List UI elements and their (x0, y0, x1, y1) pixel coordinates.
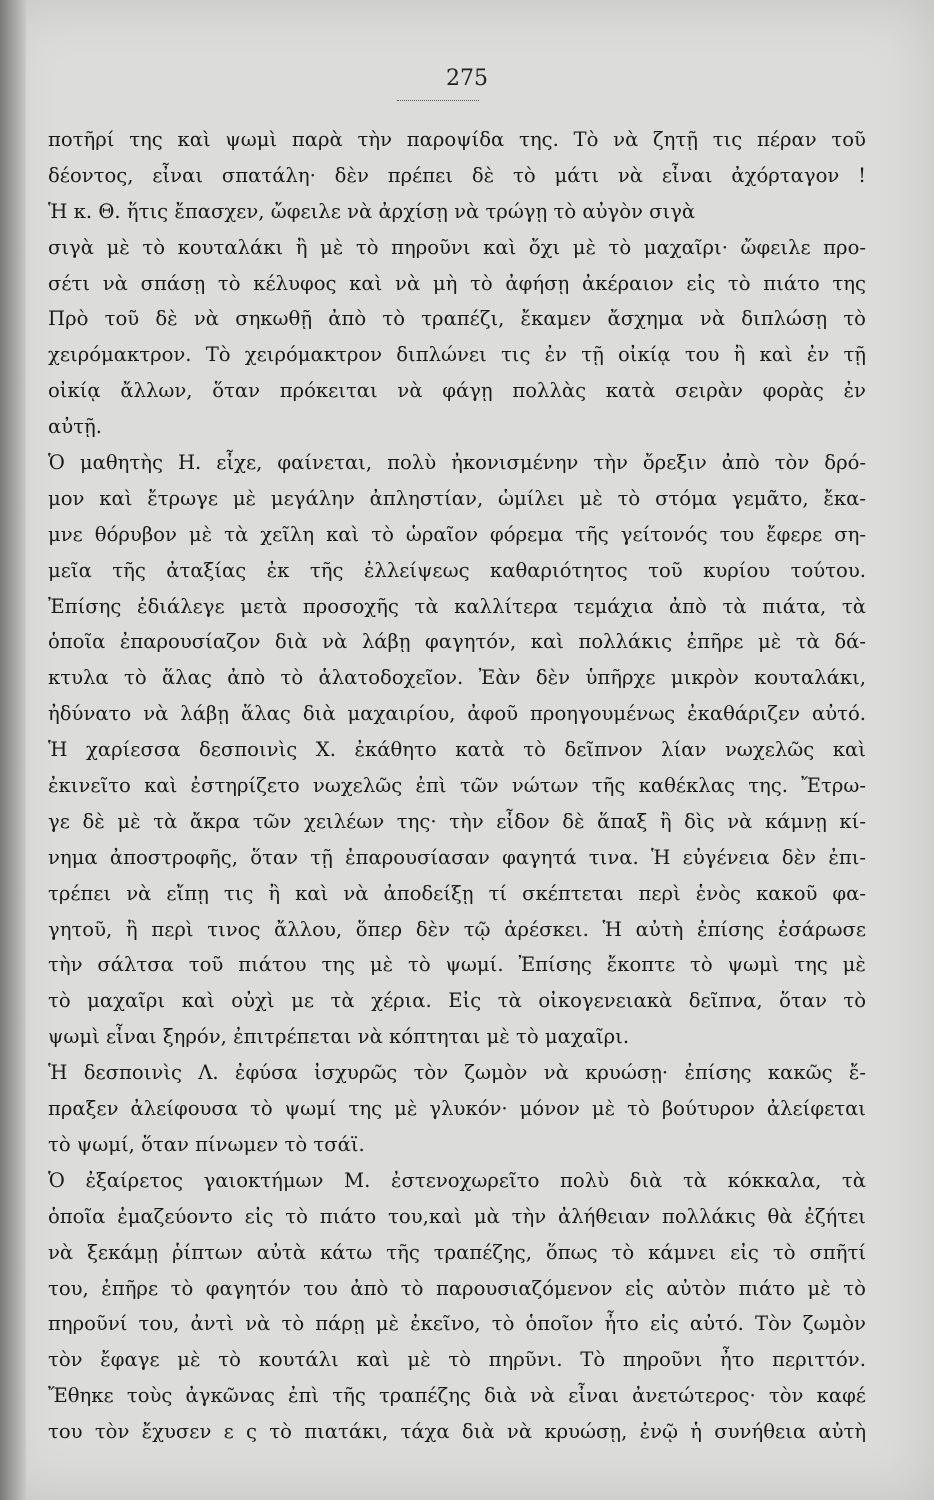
text-line: ποτῆρί της καὶ ψωμὶ παρὰ τὴν παροψίδα της. Τὸ νὰ ζητῇ τις πέραν τοῦ (48, 128, 866, 151)
text-line: Ἡ δεσποινὶς Λ. ἐφύσα ἰσχυρῶς τὸν ζωμὸν νὰ κρυώσῃ· ἐπίσης κακῶς ἔ- (48, 1061, 866, 1085)
text-line: τὸν ἔφαγε μὲ τὸ κουτάλι καὶ μὲ τὸ πηρῦνι. Τὸ πηροῦνι ἦτο περιττόν. (48, 1348, 866, 1372)
text-line: γε δὲ μὲ τὰ ἄκρα τῶν χειλέων της· τὴν εἶδον δὲ ἅπαξ ἢ δὶς νὰ κάμνῃ κί- (48, 809, 866, 833)
text-line: Ὁ μαθητὴς Η. εἶχε, φαίνεται, πολὺ ἠκονισμένην τὴν ὄρεξιν ἀπὸ τὸν δρό- (48, 451, 866, 475)
text-line: ἠδύνατο νὰ λάβῃ ἅλας διὰ μαχαιρίου, ἀφοῦ προηγουμένως ἐκαθάριζεν αὐτό. (48, 702, 866, 726)
text-line: χειρόμακτρον. Τὸ χειρόμακτρον διπλώνει τις ἐν τῇ οἰκίᾳ του ἢ καὶ ἐν τῇ (48, 343, 866, 367)
text-line: μον καὶ ἔτρωγε μὲ μεγάλην ἀπληστίαν, ὡμίλει μὲ τὸ στόμα γεμᾶτο, ἔκα- (48, 486, 866, 510)
text-line: πηροῦνί του, ἀντὶ νὰ τὸ πάρῃ μὲ ἐκεῖνο, τὸ ὁποῖον ἦτο εἰς αὐτό. Τὸν ζωμὸν (48, 1312, 866, 1336)
text-line: τρέπει νὰ εἴπῃ τις ἢ καὶ νὰ ἀποδείξῃ τί σκέπτεται περὶ ἑνὸς κακοῦ φα- (48, 881, 866, 905)
text-line: τὸ μαχαῖρι καὶ οὐχὶ με τὰ χέρια. Εἰς τὰ οἰκογενειακὰ δεῖπνα, ὅταν τὸ (48, 989, 866, 1013)
text-line: τὴν σάλτσα τοῦ πιάτου της μὲ τὸ ψωμί. Ἐπίσης ἔκοπτε τὸ ψωμὶ της μὲ (48, 953, 866, 977)
text-line: ψωμὶ εἶναι ξηρόν, ἐπιτρέπεται νὰ κόπτηται μὲ τὸ μαχαῖρι. (48, 1025, 630, 1049)
body-text (48, 122, 866, 1450)
text-line: Πρὸ τοῦ δὲ νὰ σηκωθῇ ἀπὸ τὸ τραπέζι, ἔκαμεν ἄσχημα νὰ διπλώσῃ τὸ (48, 307, 866, 331)
page-number-rule (397, 100, 479, 101)
text-line: σέτι νὰ σπάσῃ τὸ κέλυφος καὶ νὰ μὴ τὸ ἀφήσῃ ἀκέραιον εἰς τὸ πιάτο της (48, 271, 866, 295)
text-line: ἐκινεῖτο καὶ ἐστηρίζετο νωχελῶς ἐπὶ τῶν νώτων τῆς καθέκλας της. Ἔτρω- (48, 774, 866, 798)
text-line: οἰκίᾳ ἄλλων, ὅταν πρόκειται νὰ φάγῃ πολλὰς κατὰ σειρὰν φορὰς ἐν (48, 379, 866, 403)
text-line: Ἡ χαρίεσσα δεσποινὶς Χ. ἐκάθητο κατὰ τὸ δεῖπνον λίαν νωχελῶς καὶ (48, 738, 866, 762)
text-line: γητοῦ, ἢ περὶ τινος ἄλλου, ὅπερ δὲν τῷ ἀρέσκει. Ἡ αὐτὴ ἐπίσης ἐσάρωσε (48, 917, 866, 941)
text-line: Ὁ ἐξαίρετος γαιοκτήμων Μ. ἐστενοχωρεῖτο πολὺ διὰ τὰ κόκκαλα, τὰ (48, 1168, 866, 1192)
page-number: 275 (446, 66, 488, 91)
text-line: Ἡ κ. Θ. ἥτις ἔπασχεν, ὤφειλε νὰ ἀρχίσῃ νὰ τρώγῃ τὸ αὐγὸν σιγὰ (48, 199, 696, 223)
text-line: σιγὰ μὲ τὸ κουταλάκι ἢ μὲ τὸ πηροῦνι καὶ ὄχι μὲ τὸ μαχαῖρι· ὤφειλε προ- (48, 235, 866, 259)
text-line: ὁποῖα ἐπαρουσίαζον διὰ νὰ λάβῃ φαγητόν, καὶ πολλάκις ἐπῆρε μὲ τὰ δά- (48, 630, 866, 654)
text-line: νὰ ξεκάμῃ ῥίπτων αὐτὰ κάτω τῆς τραπέζης, ὅπως τὸ κάμνει εἰς τὸ σπῆτί (48, 1240, 866, 1264)
text-line: Ἔθηκε τοὺς ἀγκῶνας ἐπὶ τῆς τραπέζης διὰ νὰ εἶναι ἀνετώτερος· τὸν καφέ (48, 1384, 866, 1408)
text-line: του, ἐπῆρε τὸ φαγητόν του ἀπὸ τὸ παρουσιαζόμενον εἰς αὐτὸν πιάτο μὲ τὸ (48, 1276, 866, 1300)
text-line: ὁποῖα ἐμαζεύοντο εἰς τὸ πιάτο του,καὶ μὰ τὴν ἀλήθειαν πολλάκις θὰ ἐζήτει (48, 1204, 866, 1228)
text-line: του τὸν ἔχυσεν ε ς τὸ πιατάκι, τάχα διὰ νὰ κρυώσῃ, ἐνῷ ἡ συνήθεια αὐτὴ (48, 1420, 866, 1444)
text-line: Ἐπίσης ἐδιάλεγε μετὰ προσοχῆς τὰ καλλίτερα τεμάχια ἀπὸ τὰ πιάτα, τὰ (48, 594, 866, 618)
text-line: νημα ἀποστροφῆς, ὅταν τῇ ἐπαρουσίασαν φαγητά τινα. Ἡ εὐγένεια δὲν ἐπι- (48, 845, 866, 869)
text-line: τὸ ψωμί, ὅταν πίνωμεν τὸ τσάϊ. (48, 1132, 365, 1156)
text-line: μεῖα τῆς ἀταξίας ἐκ τῆς ἐλλείψεως καθαριότητος τοῦ κυρίου τούτου. (48, 558, 866, 582)
text-line: δέοντος, εἶναι σπατάλη· δὲν πρέπει δὲ τὸ μάτι νὰ εἶναι ἀχόρταγον ! (48, 163, 866, 187)
page-gutter-shadow (0, 0, 26, 1500)
text-line: πραξεν ἀλείφουσα τὸ ψωμί της μὲ γλυκόν· μόνον μὲ τὸ βούτυρον ἀλείφεται (48, 1097, 866, 1121)
text-line: μνε θόρυβον μὲ τὰ χεῖλη καὶ τὸ ὡραῖον φόρεμα τῆς γείτονός του ἔφερε ση- (48, 522, 866, 546)
text-line: αὐτῇ. (48, 415, 102, 439)
text-line: κτυλα τὸ ἅλας ἀπὸ τὸ ἁλατοδοχεῖον. Ἐὰν δὲν ὑπῆρχε μικρὸν κουταλάκι, (48, 666, 866, 690)
